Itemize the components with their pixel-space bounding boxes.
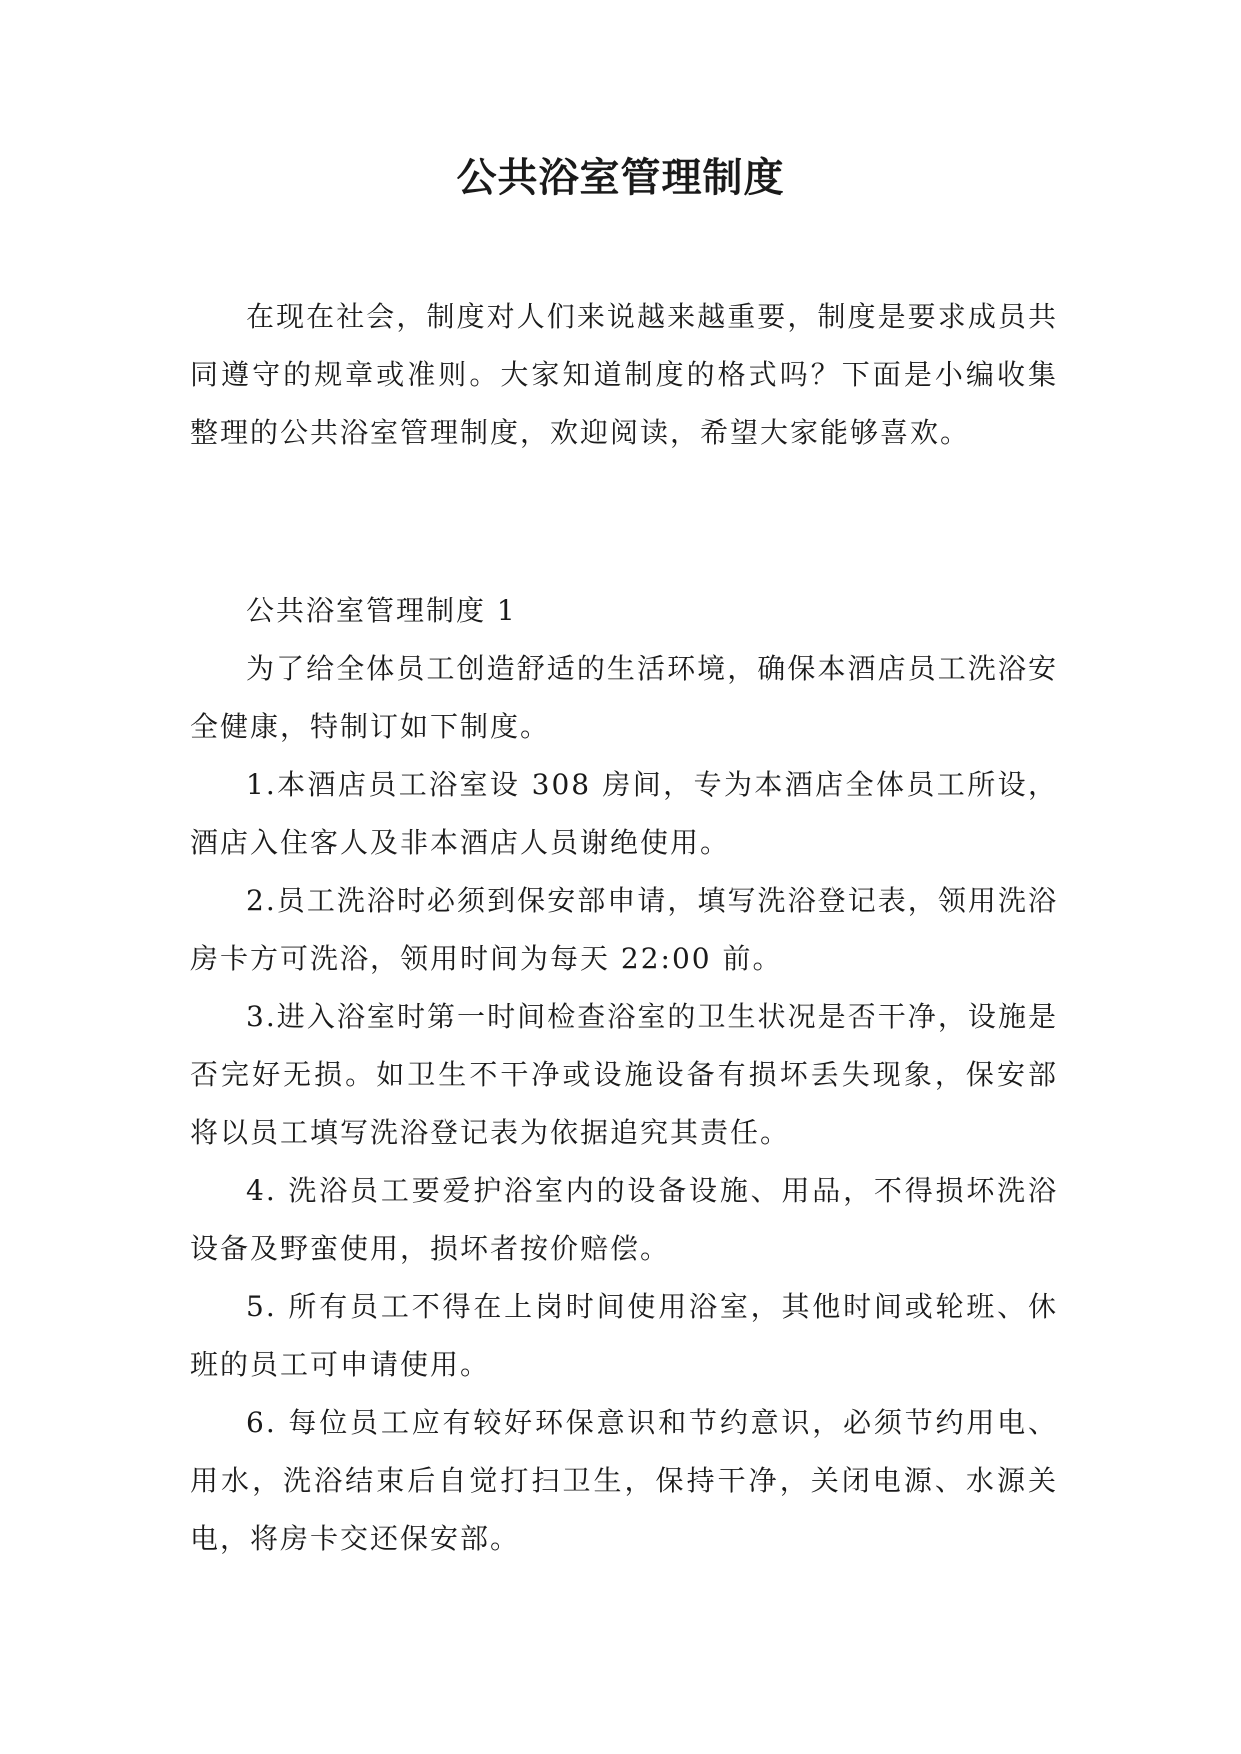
section-heading: 公共浴室管理制度 1 <box>246 594 517 627</box>
rule-item-1: 1.本酒店员工浴室设 308 房间，专为本酒店全体员工所设，酒店入住客人及非本酒店人员谢绝使用。 <box>190 768 1058 859</box>
intro-paragraph: 在现在社会，制度对人们来说越来越重要，制度是要求成员共同遵守的规章或准则。大家知道制度的格式吗？下面是小编收集整理的公共浴室管理制度，欢迎阅读，希望大家能够喜欢。 <box>190 300 1058 449</box>
rule-item-2: 2.员工洗浴时必须到保安部申请，填写洗浴登记表，领用洗浴房卡方可洗浴，领用时间为每天 22:00 前。 <box>190 884 1058 975</box>
document-title: 公共浴室管理制度 <box>456 154 785 201</box>
rule-item-3: 3.进入浴室时第一时间检查浴室的卫生状况是否干净，设施是否完好无损。如卫生不干净或设施设备有损坏丢失现象，保安部将以员工填写洗浴登记表为依据追究其责任。 <box>190 1000 1058 1149</box>
regulation-section <box>190 582 1058 1568</box>
rule-item-6: 6. 每位员工应有较好环保意识和节约意识，必须节约用电、用水，洗浴结束后自觉打扫卫生，保持干净，关闭电源、水源关电，将房卡交还保安部。 <box>190 1406 1058 1555</box>
rule-item-4: 4. 洗浴员工要爱护浴室内的设备设施、用品，不得损坏洗浴设备及野蛮使用，损坏者按价赔偿。 <box>190 1174 1058 1265</box>
section-intro-paragraph: 为了给全体员工创造舒适的生活环境，确保本酒店员工洗浴安全健康，特制订如下制度。 <box>190 652 1058 743</box>
rule-item-5: 5. 所有员工不得在上岗时间使用浴室，其他时间或轮班、休班的员工可申请使用。 <box>190 1290 1058 1381</box>
intro-section <box>190 288 1058 462</box>
